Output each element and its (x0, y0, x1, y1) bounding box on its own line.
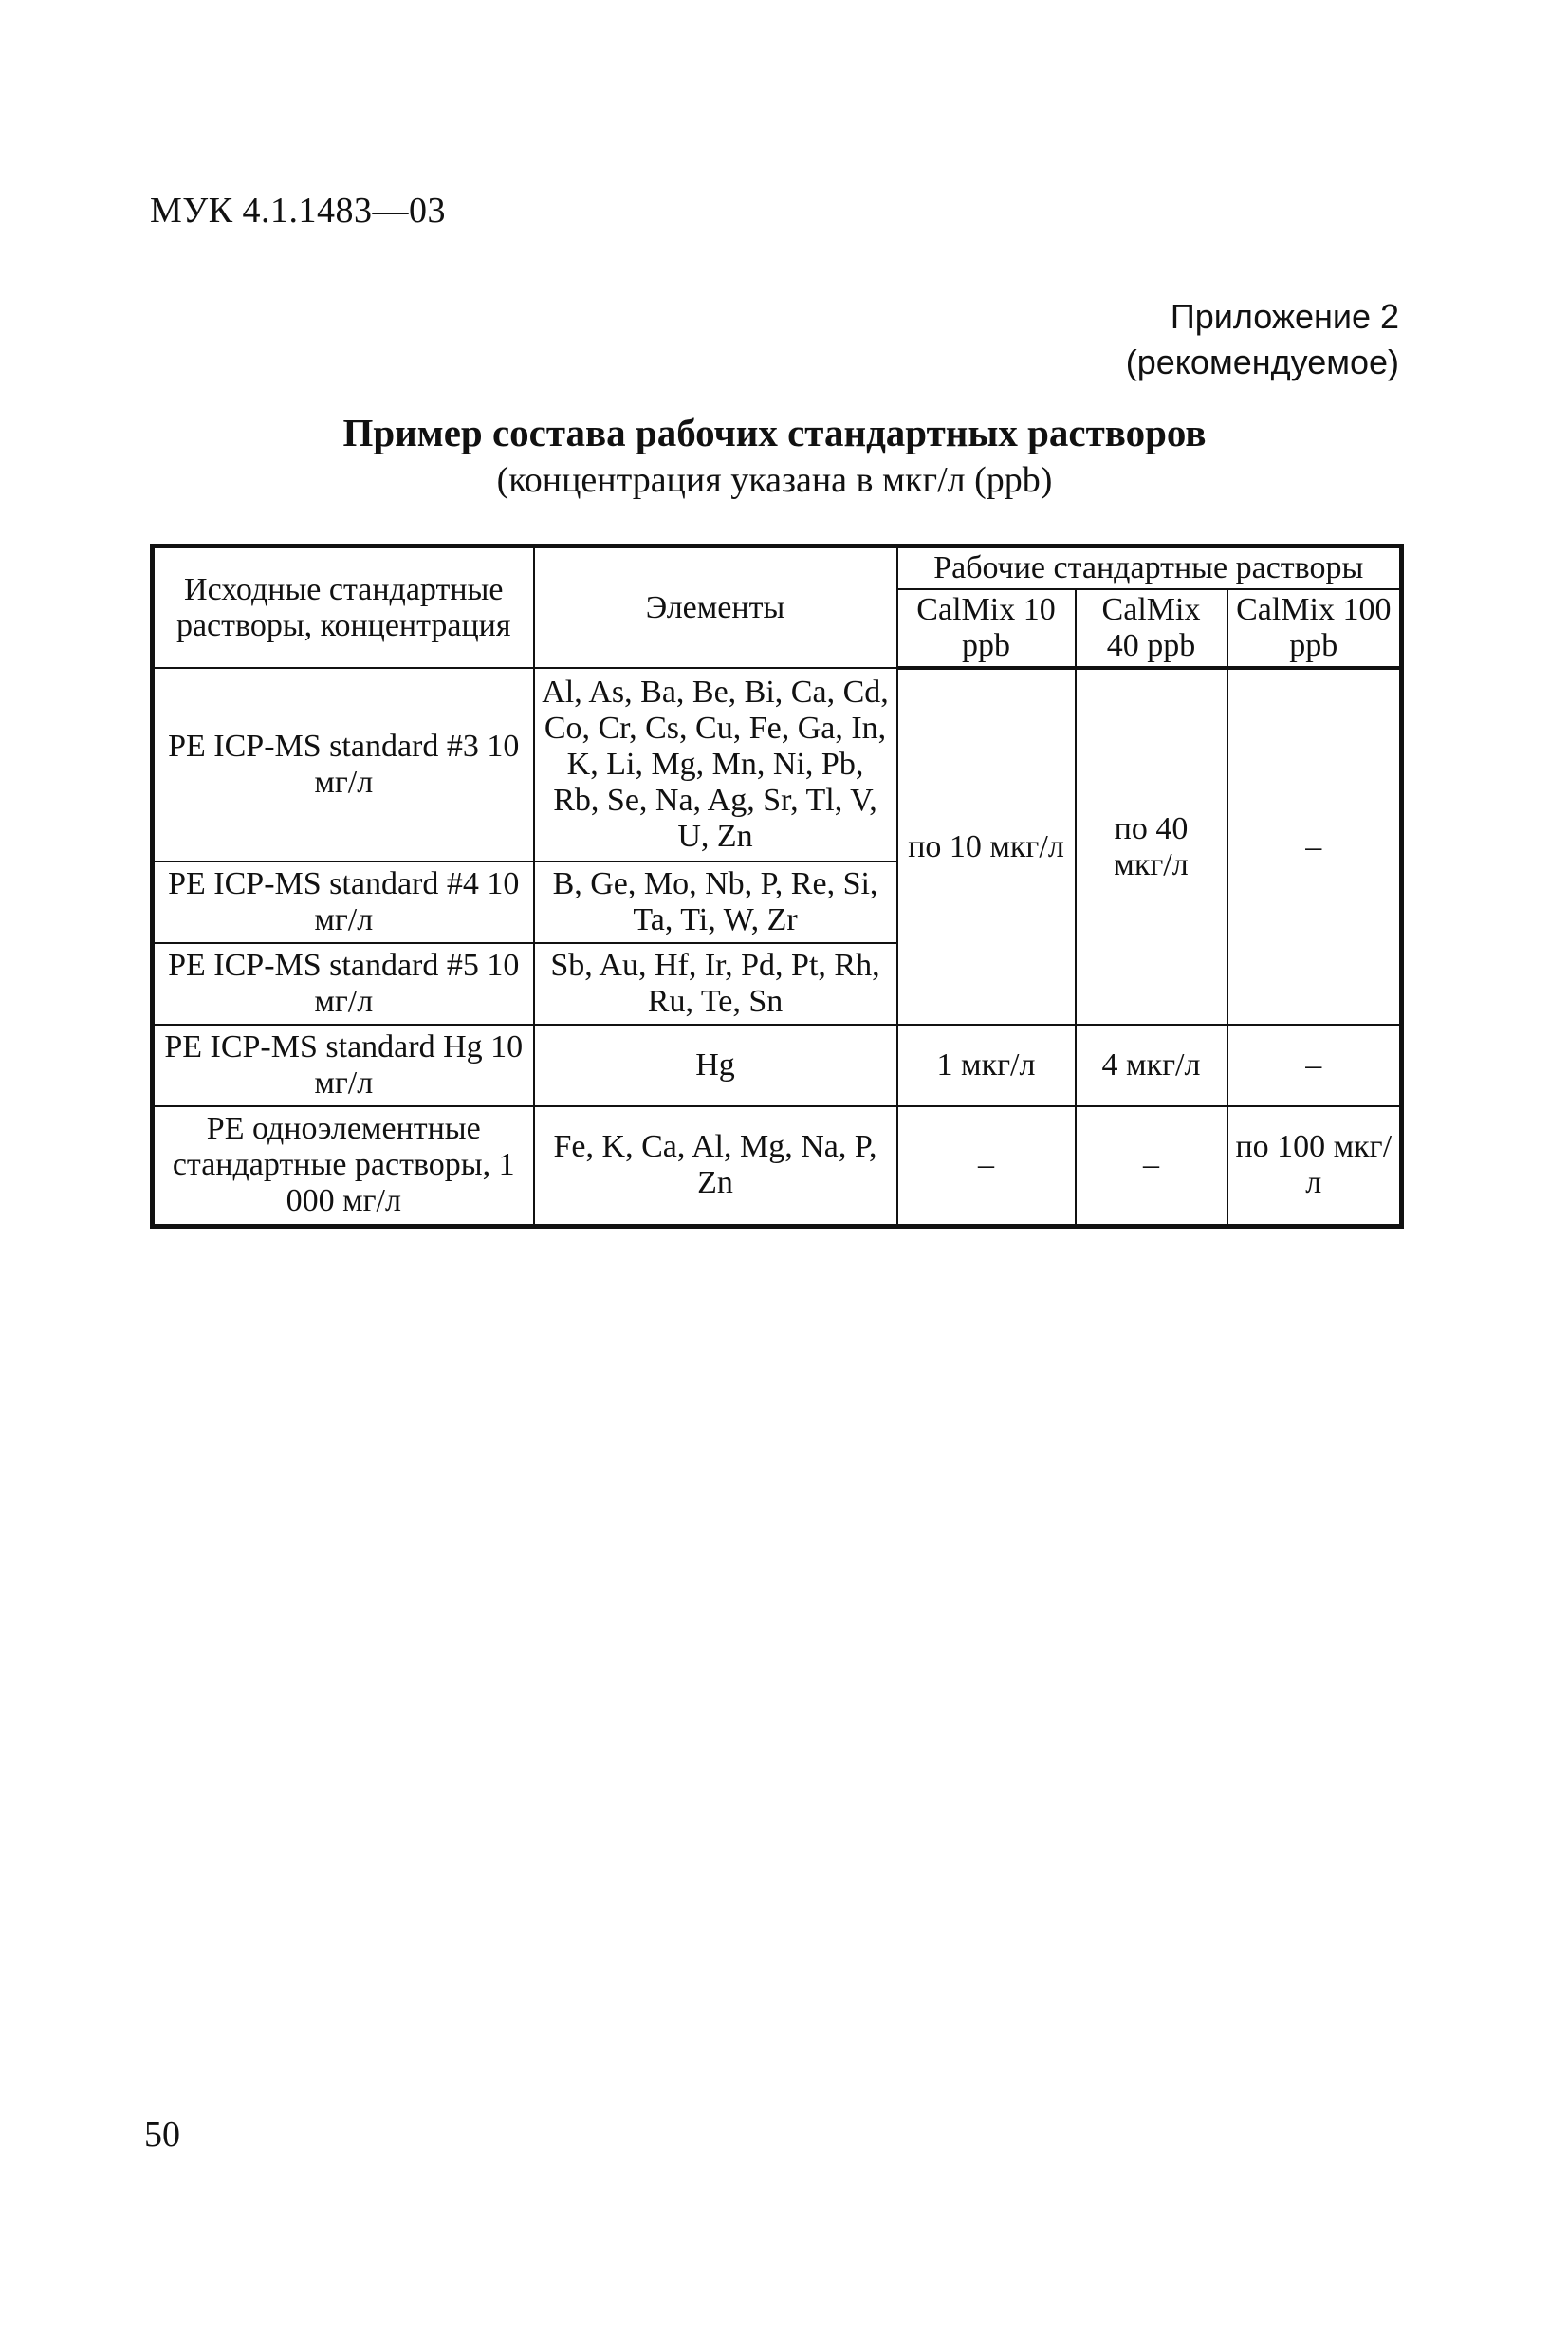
calmix-100-cell: по 100 мкг/л (1227, 1106, 1402, 1226)
calmix-10-cell: – (897, 1106, 1076, 1226)
calmix-10-merged-cell: по 10 мкг/л (897, 668, 1076, 1025)
header-calmix-100: CalMix 100 ppb (1227, 589, 1402, 668)
source-cell: PE ICP-MS standard #5 10 мг/л (153, 943, 534, 1025)
appendix-label (1126, 294, 1399, 385)
elements-cell: Al, As, Ba, Be, Bi, Ca, Cd, Co, Cr, Cs, Cu, Fe, Ga, In, K, Li, Mg, Mn, Ni, Pb, Rb, Se, Na, Ag, Sr, Tl, V, U, Zn (534, 668, 897, 861)
calmix-40-cell: – (1076, 1106, 1227, 1226)
elements-cell: Sb, Au, Hf, Ir, Pd, Pt, Rh, Ru, Te, Sn (534, 943, 897, 1025)
header-calmix-40: CalMix 40 ppb (1076, 589, 1227, 668)
appendix-status: (рекомендуемое) (1125, 343, 1399, 381)
table-row (153, 668, 1402, 861)
source-cell: PE ICP-MS standard Hg 10 мг/л (153, 1025, 534, 1106)
calmix-100-merged-cell: – (1227, 668, 1402, 1025)
page-number: 50 (144, 2115, 180, 2155)
title-block (150, 408, 1399, 503)
table-row (153, 1106, 1402, 1226)
page-subtitle: (концентрация указана в мкг/л (ppb) (496, 460, 1053, 500)
page-title: Пример состава рабочих стандартных растворов (342, 411, 1207, 454)
document-code: МУК 4.1.1483—03 (150, 191, 447, 231)
header-calmix-10: CalMix 10 ppb (897, 589, 1076, 668)
header-elements: Элементы (534, 546, 897, 669)
composition-table (150, 544, 1404, 1229)
elements-cell: Hg (534, 1025, 897, 1106)
calmix-10-cell: 1 мкг/л (897, 1025, 1076, 1106)
calmix-40-merged-cell: по 40 мкг/л (1076, 668, 1227, 1025)
elements-cell: B, Ge, Mo, Nb, P, Re, Si, Ta, Ti, W, Zr (534, 861, 897, 943)
calmix-100-cell: – (1227, 1025, 1402, 1106)
elements-cell: Fe, K, Ca, Al, Mg, Na, P, Zn (534, 1106, 897, 1226)
header-working-solutions: Рабочие стандартные растворы (897, 546, 1402, 590)
header-source-solutions: Исходные стандартные растворы, концентрация (153, 546, 534, 669)
source-cell: PE ICP-MS standard #3 10 мг/л (153, 668, 534, 861)
source-cell: PE одноэлементные стандартные растворы, 1 000 мг/л (153, 1106, 534, 1226)
appendix-number: Приложение 2 (1170, 297, 1399, 336)
calmix-40-cell: 4 мкг/л (1076, 1025, 1227, 1106)
source-cell: PE ICP-MS standard #4 10 мг/л (153, 861, 534, 943)
table-row (153, 1025, 1402, 1106)
